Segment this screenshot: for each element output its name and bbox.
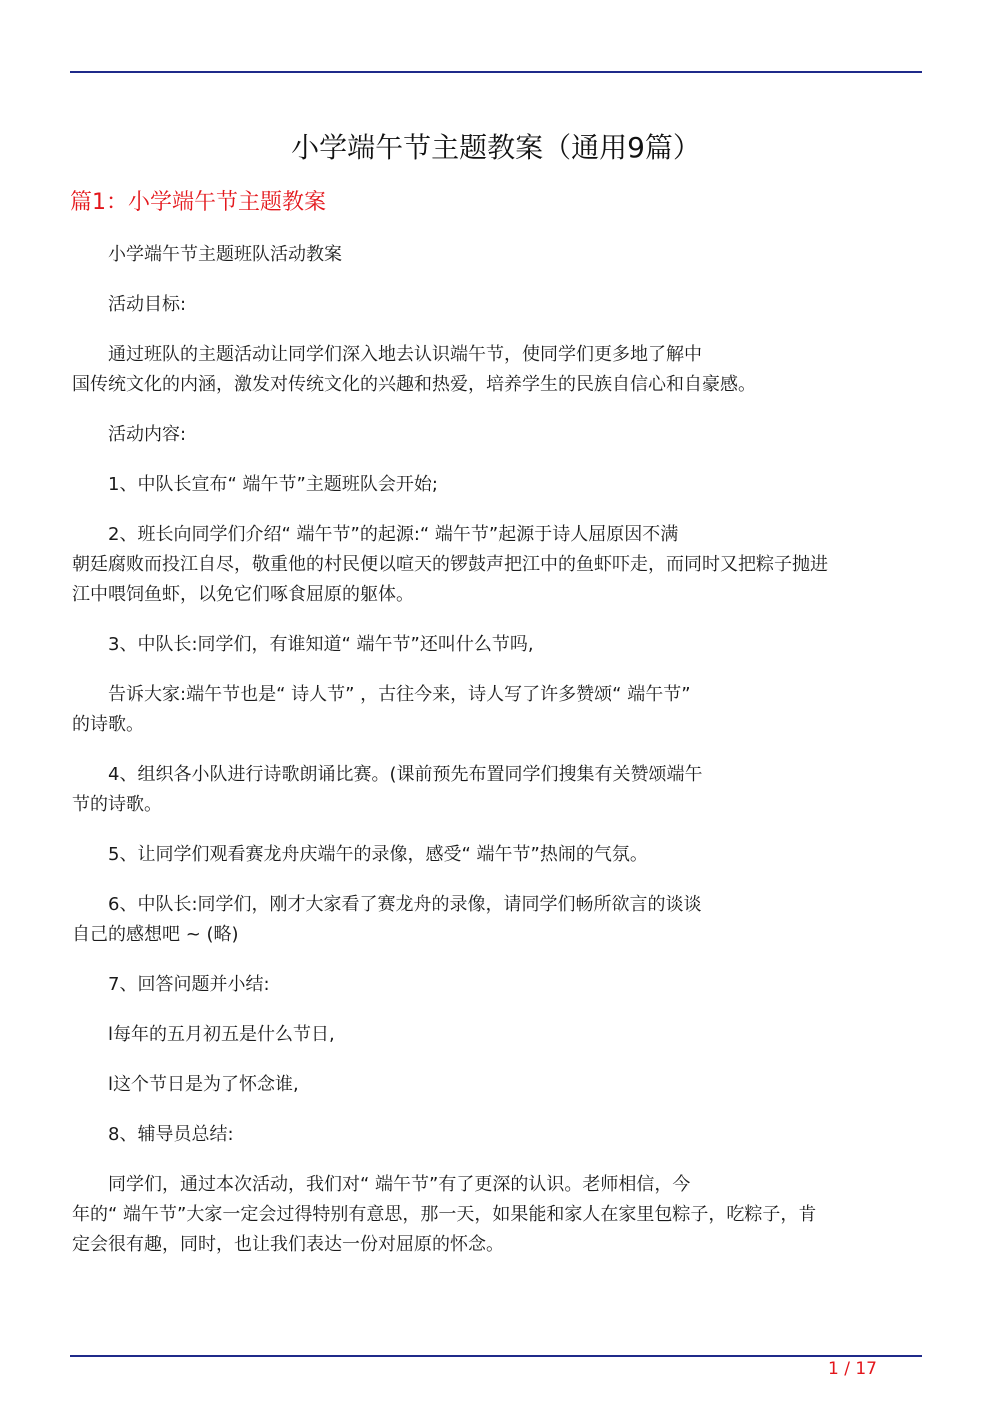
paragraph [72, 1170, 922, 1260]
paragraph-line: 朝廷腐败而投江自尽，敬重他的村民便以喧天的锣鼓声把江中的鱼虾吓走，而同时又把粽子抛进 [72, 554, 828, 575]
paragraph-line: 年的“ 端午节”大家一定会过得特别有意思，那一天，如果能和家人在家里包粽子，吃粽子，肯 [72, 1204, 817, 1225]
paragraph [72, 290, 922, 320]
paragraph-line: l这个节日是为了怀念谁, [108, 1074, 299, 1095]
paragraph [72, 520, 922, 610]
paragraph-line: 8、辅导员总结: [108, 1124, 234, 1145]
paragraph [72, 1070, 922, 1100]
paragraph-line: 告诉大家:端午节也是“ 诗人节” ，古往今来，诗人写了许多赞颂“ 端午节” [108, 684, 691, 705]
paragraph [72, 840, 922, 870]
paragraph-line: 的诗歌。 [72, 714, 144, 735]
paragraph [72, 890, 922, 950]
paragraph [72, 340, 922, 400]
paragraph-line: l每年的五月初五是什么节日, [108, 1024, 335, 1045]
document-body [72, 240, 922, 1280]
paragraph-line: 江中喂饲鱼虾，以免它们啄食屈原的躯体。 [72, 584, 414, 605]
footer-rule [70, 1355, 922, 1357]
paragraph [72, 420, 922, 450]
page-indicator: 1 / 17 [828, 1359, 877, 1379]
paragraph-line: 小学端午节主题班队活动教案 [108, 244, 342, 265]
paragraph-line: 自己的感想吧 ~ (略) [72, 924, 239, 945]
paragraph-line: 3、中队长:同学们，有谁知道“ 端午节”还叫什么节吗, [108, 634, 534, 655]
document-title: 小学端午节主题教案（通用9篇） [291, 131, 701, 164]
paragraph [72, 630, 922, 660]
paragraph-line: 6、中队长:同学们，刚才大家看了赛龙舟的录像，请同学们畅所欲言的谈谈 [108, 894, 702, 915]
header-rule [70, 71, 922, 73]
paragraph-line: 7、回答问题并小结: [108, 974, 270, 995]
paragraph-line: 活动目标: [108, 294, 187, 315]
paragraph [72, 970, 922, 1000]
paragraph [72, 760, 922, 820]
paragraph-line: 4、组织各小队进行诗歌朗诵比赛。(课前预先布置同学们搜集有关赞颂端午 [108, 764, 703, 785]
paragraph-line: 定会很有趣，同时，也让我们表达一份对屈原的怀念。 [72, 1234, 504, 1255]
paragraph-line: 2、班长向同学们介绍“ 端午节”的起源:“ 端午节”起源于诗人屈原因不满 [108, 524, 679, 545]
paragraph-line: 节的诗歌。 [72, 794, 162, 815]
paragraph-line: 1、中队长宣布“ 端午节”主题班队会开始; [108, 474, 438, 495]
paragraph [72, 1020, 922, 1050]
paragraph [72, 240, 922, 270]
paragraph [72, 470, 922, 500]
section-heading: 篇1：小学端午节主题教案 [70, 190, 326, 215]
paragraph-line: 活动内容: [108, 424, 187, 445]
paragraph-line: 通过班队的主题活动让同学们深入地去认识端午节，使同学们更多地了解中 [108, 344, 702, 365]
paragraph-line: 同学们，通过本次活动，我们对“ 端午节”有了更深的认识。老师相信，今 [108, 1174, 691, 1195]
paragraph [72, 1120, 922, 1150]
paragraph-line: 国传统文化的内涵，激发对传统文化的兴趣和热爱，培养学生的民族自信心和自豪感。 [72, 374, 756, 395]
paragraph-line: 5、让同学们观看赛龙舟庆端午的录像，感受“ 端午节”热闹的气氛。 [108, 844, 648, 865]
paragraph [72, 680, 922, 740]
